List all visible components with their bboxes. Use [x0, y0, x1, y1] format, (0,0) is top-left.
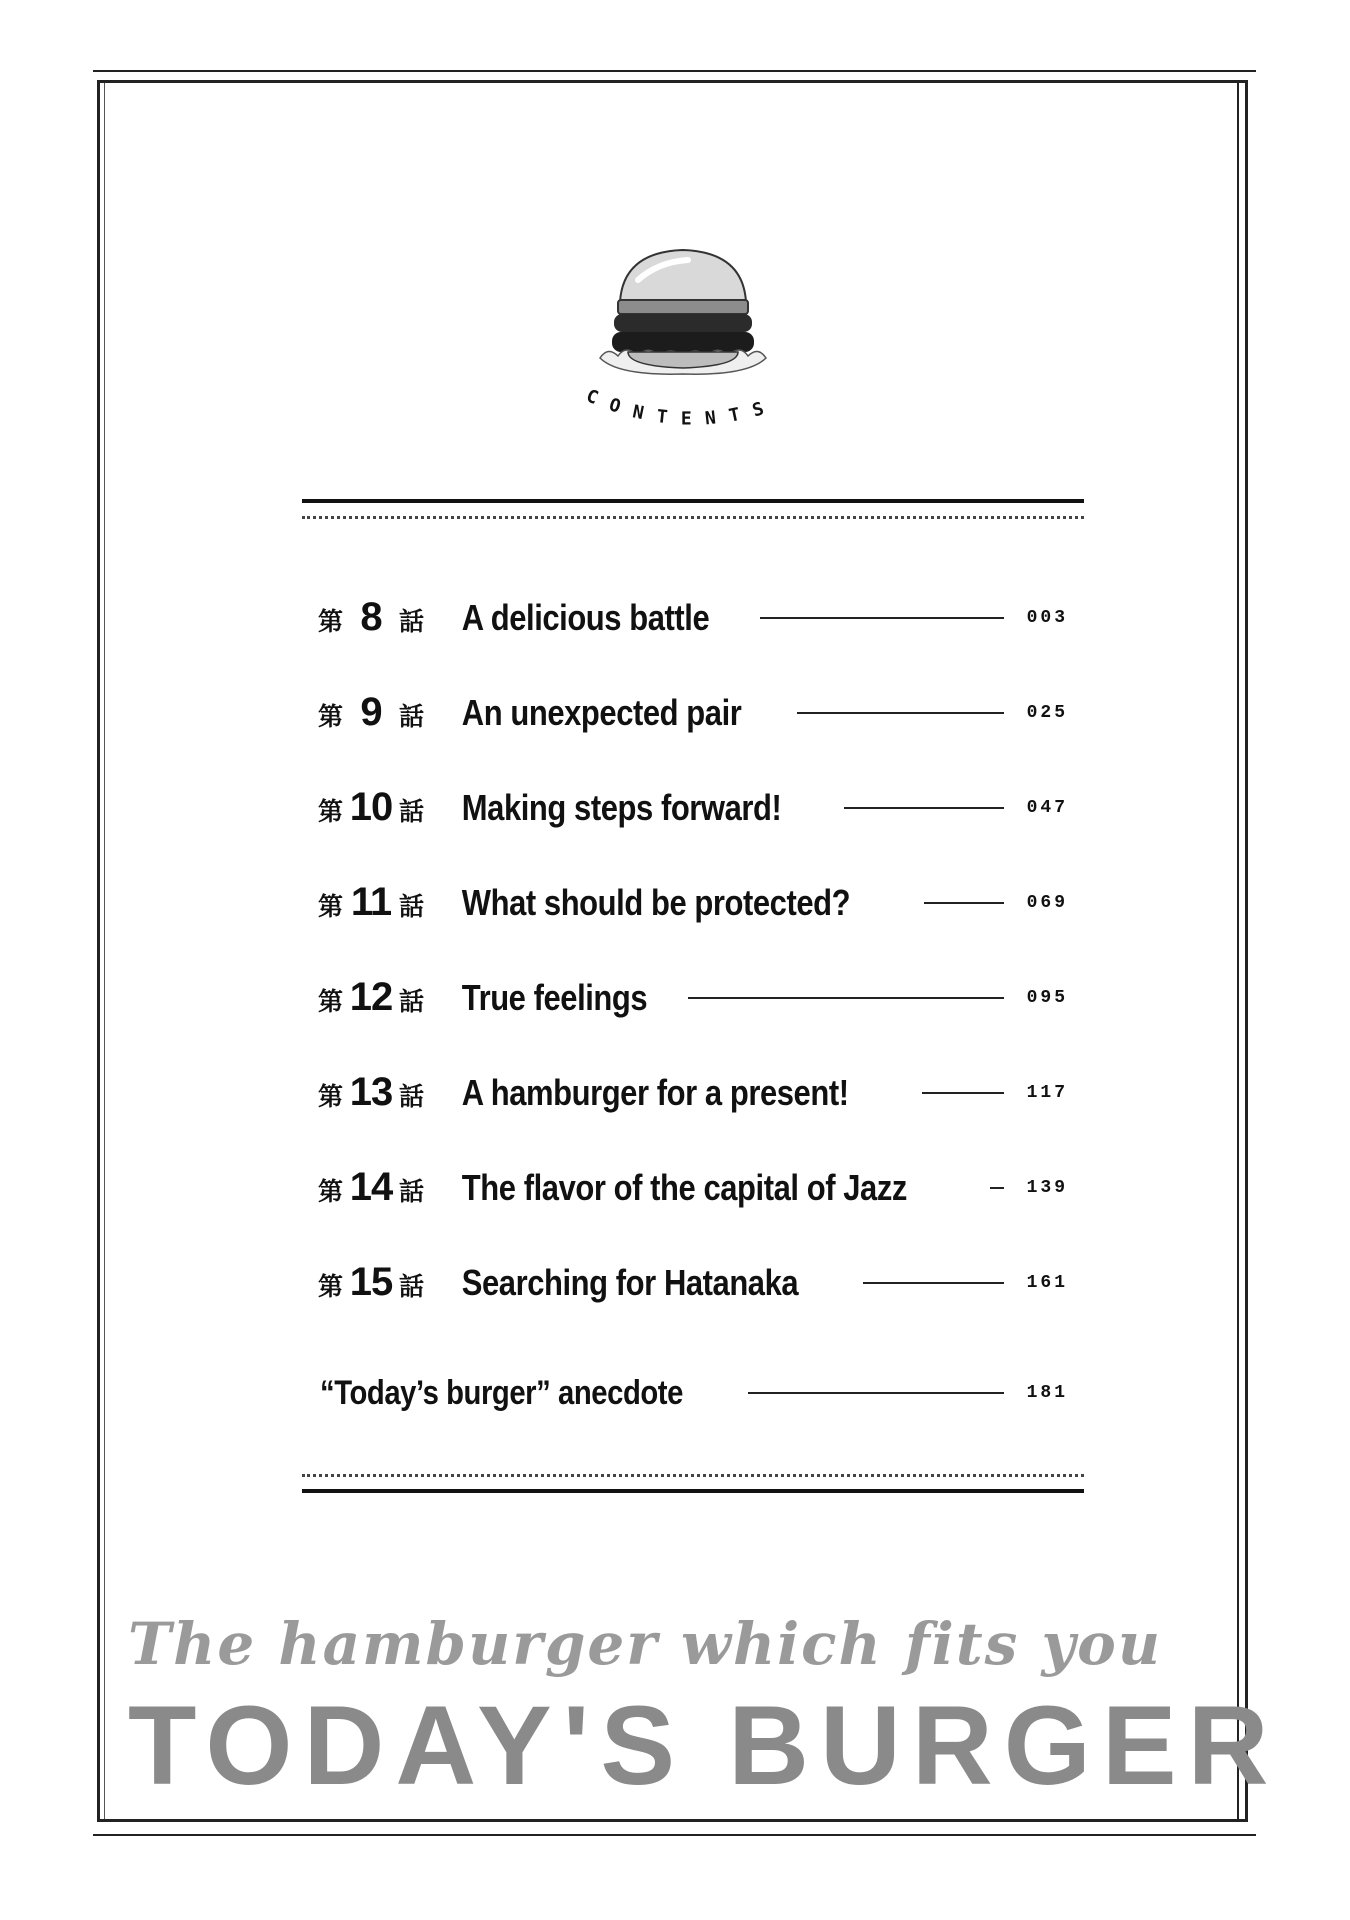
- toc-leader-line: [924, 902, 1005, 904]
- toc-leader-line: [760, 617, 1004, 619]
- toc-title: Searching for Hatanaka: [461, 1261, 799, 1303]
- toc-page-number: 117: [1026, 1082, 1068, 1103]
- chapter-number: 9: [360, 690, 382, 734]
- chapter-suffix: 話: [399, 892, 425, 921]
- toc-row[interactable]: [318, 1045, 1068, 1140]
- chapter-suffix: 話: [399, 702, 425, 731]
- toc-row[interactable]: [318, 570, 1068, 665]
- toc-page-number: 025: [1026, 702, 1068, 723]
- toc-page-number: 095: [1026, 987, 1068, 1008]
- toc-leader-line: [844, 807, 1004, 809]
- hamburger-illustration-icon: [598, 240, 768, 390]
- toc-leader-line: [990, 1187, 1004, 1189]
- contents-label: CONTENTS: [583, 385, 780, 430]
- toc-page-number: 069: [1026, 892, 1068, 913]
- chapter-suffix: 話: [399, 797, 425, 826]
- chapter-label: [318, 1070, 436, 1115]
- toc-leader-line: [688, 997, 1004, 999]
- chapter-number: 13: [349, 1070, 393, 1114]
- series-logo-text: TODAY'S BURGER: [128, 1683, 1280, 1808]
- toc-title: True feelings: [461, 976, 648, 1018]
- chapter-prefix: 第: [318, 702, 344, 731]
- chapter-prefix: 第: [318, 1082, 344, 1111]
- toc-page-number: 181: [1026, 1383, 1068, 1403]
- chapter-label: [318, 785, 436, 830]
- toc-page-number: 161: [1026, 1272, 1068, 1293]
- chapter-suffix: 話: [399, 987, 425, 1016]
- chapter-number: 11: [350, 880, 392, 924]
- toc-leader-line: [797, 712, 1004, 714]
- chapter-suffix: 話: [399, 607, 425, 636]
- chapter-prefix: 第: [318, 1272, 344, 1301]
- toc-title: A hamburger for a present!: [461, 1071, 849, 1113]
- chapter-number: 12: [349, 975, 393, 1019]
- svg-text:CONTENTS: [583, 385, 780, 429]
- chapter-prefix: 第: [318, 987, 344, 1016]
- toc-title: An unexpected pair: [461, 691, 742, 733]
- toc-row[interactable]: [318, 855, 1068, 950]
- chapter-number: 15: [349, 1260, 393, 1304]
- table-of-contents: [318, 570, 1068, 1330]
- toc-leader-line: [922, 1092, 1004, 1094]
- chapter-suffix: 話: [399, 1177, 425, 1206]
- chapter-label: [318, 1260, 436, 1305]
- toc-page-number: 047: [1026, 797, 1068, 818]
- chapter-number: 14: [349, 1165, 393, 1209]
- toc-leader-line: [863, 1282, 1004, 1284]
- chapter-suffix: 話: [399, 1082, 425, 1111]
- chapter-number: 8: [360, 595, 382, 639]
- toc-row[interactable]: [318, 665, 1068, 760]
- chapter-label: [318, 595, 436, 640]
- chapter-prefix: 第: [318, 797, 344, 826]
- toc-leader-line: [748, 1392, 1004, 1394]
- toc-row[interactable]: [318, 1140, 1068, 1235]
- bottom-dotted-rule: [302, 1474, 1084, 1477]
- chapter-prefix: 第: [318, 892, 344, 921]
- chapter-prefix: 第: [318, 607, 344, 636]
- chapter-suffix: 話: [399, 1272, 425, 1301]
- chapter-number: 10: [349, 785, 393, 829]
- chapter-label: [318, 690, 436, 735]
- top-solid-rule: [302, 499, 1084, 503]
- chapter-prefix: 第: [318, 1177, 344, 1206]
- toc-row[interactable]: [318, 950, 1068, 1045]
- toc-row[interactable]: [318, 1235, 1068, 1330]
- toc-row[interactable]: [318, 760, 1068, 855]
- series-tagline: The hamburger which fits you: [128, 1610, 1163, 1678]
- contents-heading: [575, 380, 815, 460]
- toc-title: A delicious battle: [461, 596, 710, 638]
- toc-title: “Today’s burger” anecdote: [320, 1373, 683, 1412]
- chapter-label: [318, 880, 436, 925]
- toc-title: Making steps forward!: [461, 786, 782, 828]
- toc-row-anecdote[interactable]: [320, 1348, 1068, 1438]
- chapter-label: [318, 975, 436, 1020]
- toc-title: The flavor of the capital of Jazz: [461, 1166, 907, 1208]
- toc-page-number: 139: [1026, 1177, 1068, 1198]
- toc-page-number: 003: [1026, 607, 1068, 628]
- bottom-solid-rule: [302, 1489, 1084, 1493]
- top-dotted-rule: [302, 516, 1084, 519]
- chapter-label: [318, 1165, 436, 1210]
- toc-title: What should be protected?: [461, 881, 851, 923]
